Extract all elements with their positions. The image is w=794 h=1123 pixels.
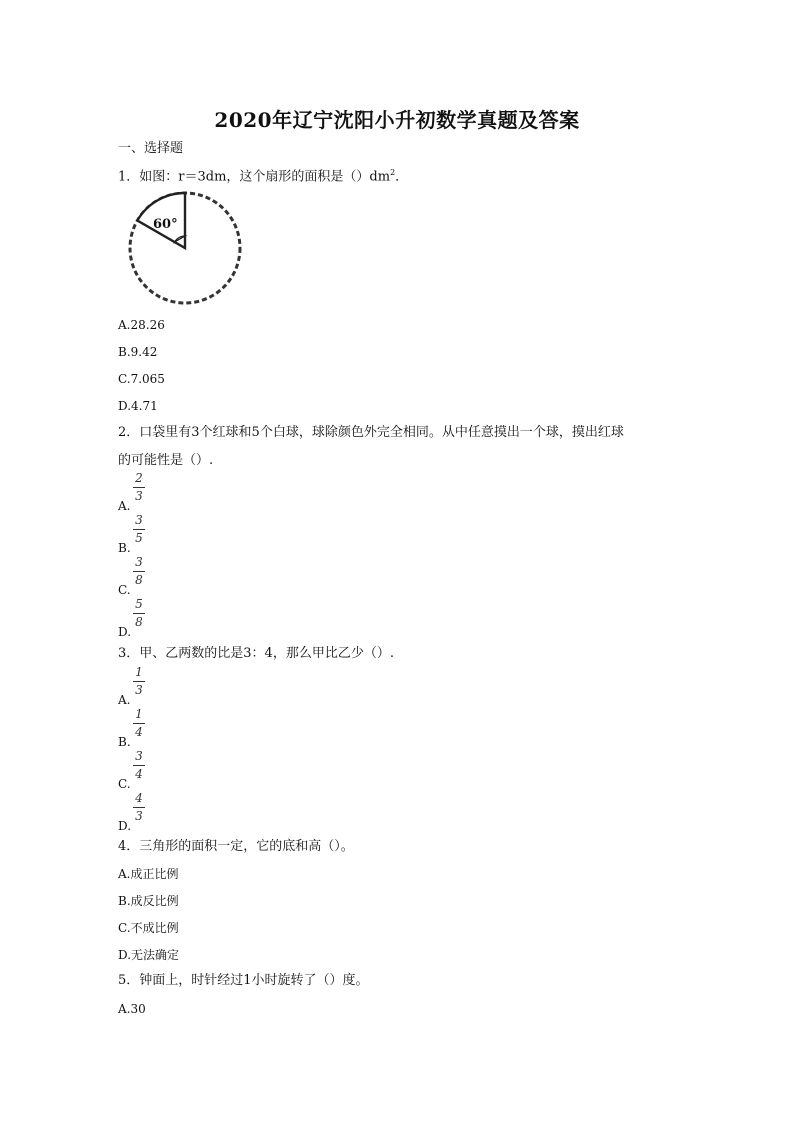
question-1-end: ． <box>395 169 409 185</box>
q4-option-a: A.成正比例 <box>118 867 179 881</box>
numerator: 1 <box>135 665 143 679</box>
denominator: 8 <box>135 573 143 587</box>
question-3-stem: 3．甲、乙两数的比是3：4，那么甲比乙少（）. <box>118 646 394 661</box>
unit-superscript: 2 <box>390 168 396 177</box>
q2-option-a: A. <box>118 499 131 513</box>
denominator: 4 <box>135 767 143 781</box>
question-1-stem <box>118 164 408 186</box>
q2-option-d: D. <box>118 625 132 639</box>
numerator: 2 <box>135 471 143 485</box>
question-2-line-2: 的可能性是（）. <box>118 453 214 468</box>
page-title: 2020年辽宁沈阳小升初数学真题及答案 <box>214 108 580 132</box>
numerator: 4 <box>135 791 143 805</box>
denominator: 8 <box>135 615 143 629</box>
sector-figure <box>127 190 247 308</box>
q1-option-d: D.4.71 <box>118 399 158 413</box>
denominator: 4 <box>135 725 143 739</box>
q3-fraction-d <box>133 791 145 824</box>
q3-fraction-a <box>133 665 145 698</box>
denominator: 3 <box>135 489 143 503</box>
q3-option-a: A. <box>118 693 131 707</box>
q2-option-b: B. <box>118 541 131 555</box>
question-4-stem: 4．三角形的面积一定，它的底和高（）。 <box>118 839 354 854</box>
q2-fraction-b <box>133 513 145 546</box>
q2-fraction-c <box>133 555 145 588</box>
q3-fraction-c <box>133 749 145 782</box>
q1-option-a: A.28.26 <box>118 318 165 332</box>
q4-option-d: D.无法确定 <box>118 948 180 962</box>
denominator: 3 <box>135 683 143 697</box>
numerator: 3 <box>135 555 143 569</box>
q4-option-c: C.不成比例 <box>118 921 179 935</box>
q2-fraction-a <box>133 471 145 504</box>
denominator: 3 <box>135 809 143 823</box>
numerator: 3 <box>135 749 143 763</box>
numerator: 5 <box>135 597 143 611</box>
q4-option-b: B.成反比例 <box>118 894 179 908</box>
q2-option-c: C. <box>118 583 131 597</box>
q3-option-d: D. <box>118 819 132 833</box>
q5-option-a: A.30 <box>118 1002 146 1016</box>
denominator: 5 <box>135 531 143 545</box>
q3-option-c: C. <box>118 777 131 791</box>
q3-fraction-b <box>133 707 145 740</box>
q3-option-b: B. <box>118 735 131 749</box>
q1-option-c: C.7.065 <box>118 372 165 386</box>
question-5-stem: 5．钟面上，时针经过1小时旋转了（）度。 <box>118 973 369 988</box>
section-heading: 一、选择题 <box>118 141 184 156</box>
q2-fraction-d <box>133 597 145 630</box>
numerator: 3 <box>135 513 143 527</box>
q1-option-b: B.9.42 <box>118 345 158 359</box>
question-2-line-1: 2．口袋里有3个红球和5个白球，球除颜色外完全相同。从中任意摸出一个球，摸出红球 <box>118 425 624 440</box>
angle-label: 60° <box>153 217 178 232</box>
numerator: 1 <box>135 707 143 721</box>
question-1-text: 1．如图：r＝3dm，这个扇形的面积是（）dm <box>118 169 391 185</box>
